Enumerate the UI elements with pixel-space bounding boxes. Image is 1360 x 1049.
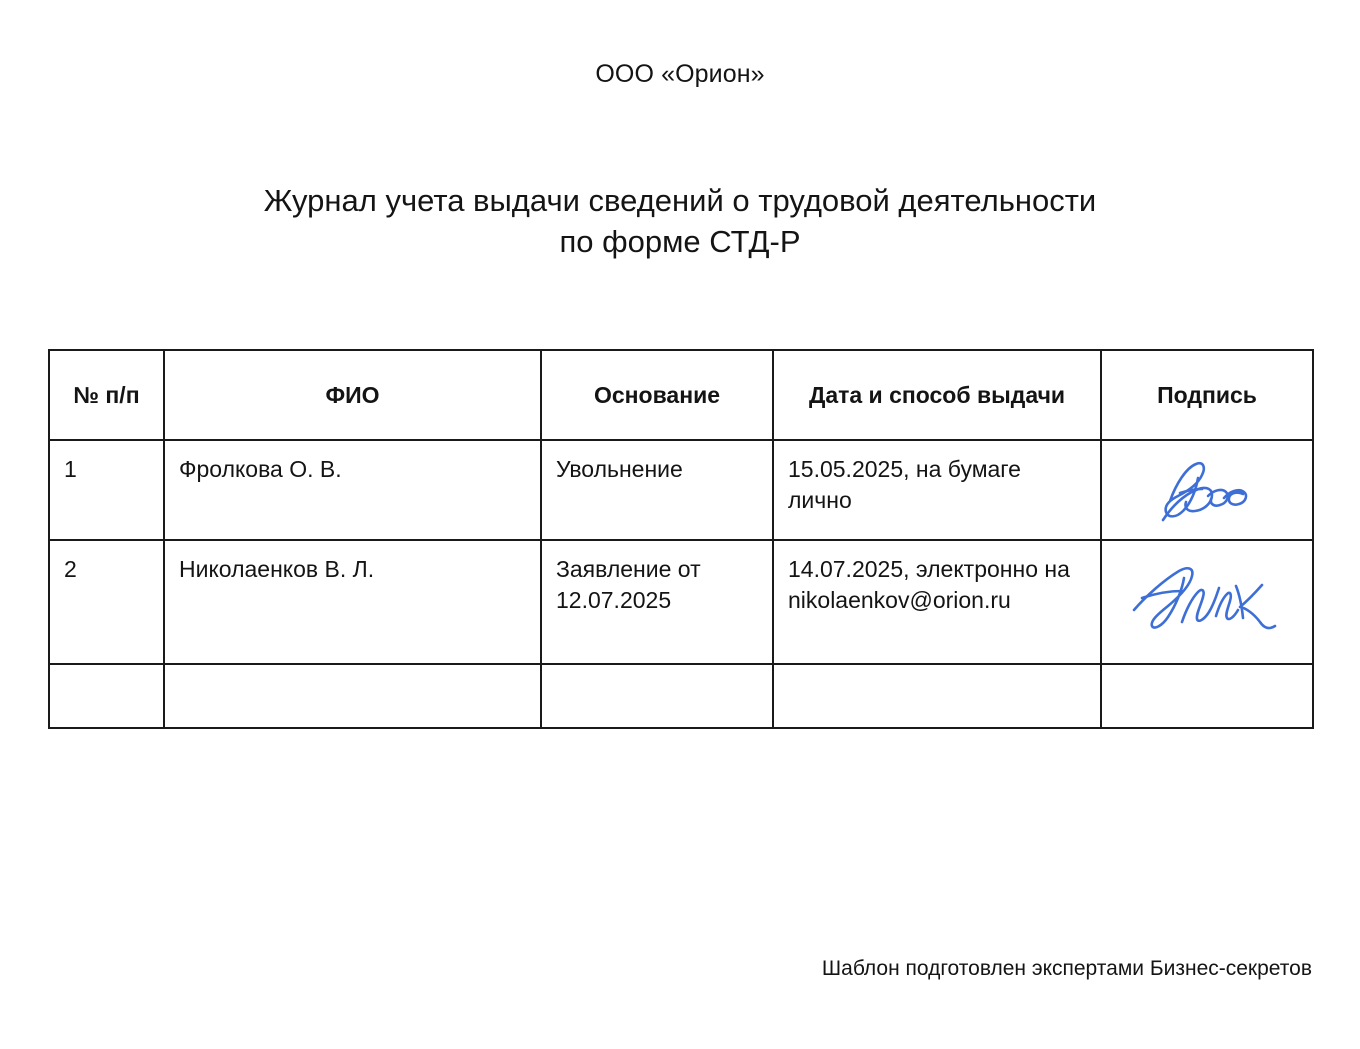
- footer-note: Шаблон подготовлен экспертами Бизнес-секретов: [821, 957, 1312, 980]
- cell-date-line-2: на бумаге лично: [788, 456, 1021, 513]
- journal-table: [48, 349, 1314, 729]
- column-header-number: № п/п: [49, 350, 164, 440]
- organization-name: ООО «Орион»: [595, 60, 765, 88]
- cell-date-line-1: 14.07.2025,: [788, 556, 910, 582]
- cell-date-line-2: электронно на: [915, 556, 1070, 582]
- signature-frolkova-icon: [1116, 454, 1298, 526]
- cell-date-method: [773, 540, 1101, 664]
- cell-signature: [1101, 540, 1313, 664]
- cell-date-method: [773, 664, 1101, 728]
- cell-basis: [541, 440, 773, 540]
- signature-nikolaenkov-icon: [1116, 554, 1298, 650]
- cell-date-method: [773, 440, 1101, 540]
- cell-date-line-3: nikolaenkov@orion.ru: [788, 587, 1011, 613]
- page-title-line-1: Журнал учета выдачи сведений о трудовой деятельности: [263, 183, 1097, 218]
- cell-full-name: [164, 664, 541, 728]
- cell-date-line-1: 15.05.2025,: [788, 456, 910, 482]
- column-header-signature: Подпись: [1101, 350, 1313, 440]
- cell-basis: [541, 540, 773, 664]
- table-row: [49, 664, 1313, 728]
- cell-number: [49, 664, 164, 728]
- column-header-date-method: [773, 350, 1101, 440]
- table-header-row: [49, 350, 1313, 440]
- column-header-date-method-line-1: Дата и способ: [808, 381, 971, 408]
- cell-basis: [541, 664, 773, 728]
- table-row: [49, 540, 1313, 664]
- cell-basis-line-1: Увольнение: [556, 456, 683, 482]
- cell-number: 2: [49, 540, 164, 664]
- cell-basis-line-2: от 12.07.2025: [556, 556, 701, 613]
- column-header-date-method-line-2: выдачи: [976, 381, 1066, 408]
- cell-full-name: Николаенков В. Л.: [164, 540, 541, 664]
- page-title-line-2: по форме СТД-Р: [559, 224, 801, 259]
- table-row: [49, 440, 1313, 540]
- cell-signature: [1101, 664, 1313, 728]
- column-header-basis: Основание: [541, 350, 773, 440]
- page-title: [120, 180, 1240, 262]
- cell-basis-line-1: Заявление: [556, 556, 672, 582]
- cell-number: 1: [49, 440, 164, 540]
- column-header-full-name: ФИО: [164, 350, 541, 440]
- cell-full-name: Фролкова О. В.: [164, 440, 541, 540]
- cell-signature: [1101, 440, 1313, 540]
